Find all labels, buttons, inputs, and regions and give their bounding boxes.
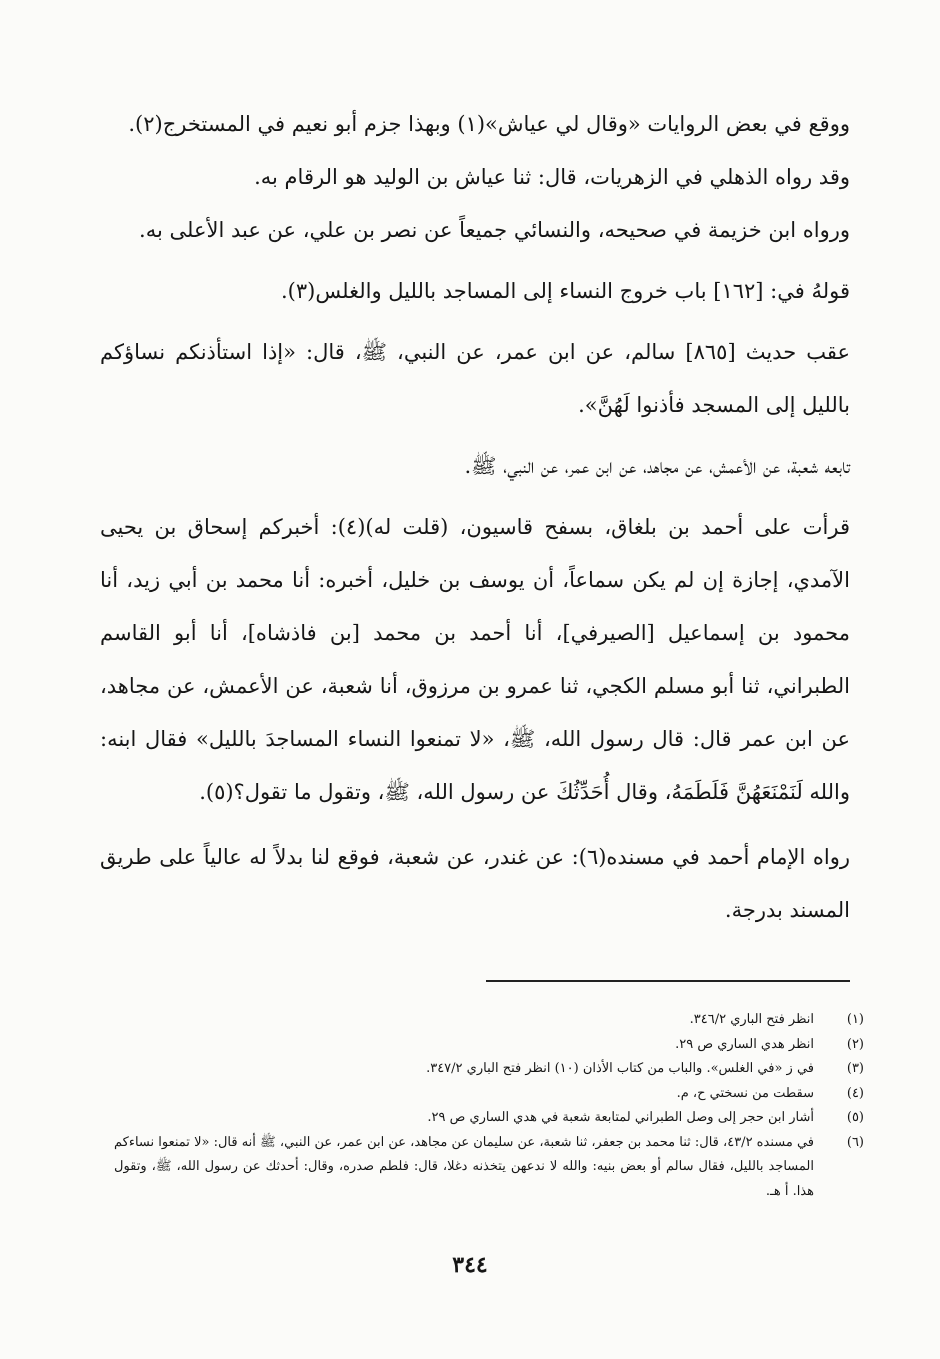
main-text	[100, 98, 850, 937]
paragraph: عقب حديث [٨٦٥] سالم، عن ابن عمر، عن النبي، ﷺ، قال: «إذا استأذنكم نساؤكم بالليل إلى المسجد فأذنوا لَهُنَّ».	[100, 340, 851, 417]
page-number: ٣٤٤	[452, 1252, 488, 1278]
footnote	[114, 1106, 864, 1131]
paragraph: قرأت على أحمد بن بلغاق، بسفح قاسيون، (قلت له)(٤): أخبركم إسحاق بن يحيى الآمدي، إجازة إن لم يكن سماعاً، أن يوسف بن خليل، أخبره: أنا محمد بن أبي زيد، أنا محمود بن إسماعيل [الصيرفي]، أنا أحمد بن محمد [بن فاذشاه]، أنا أبو القاسم الطبراني، ثنا أبو مسلم الكجي، ثنا عمرو بن مرزوق، أنا شعبة، عن الأعمش، عن مجاهد، عن ابن عمر قال: قال رسول الله، ﷺ، «لا تمنعوا النساء المساجدَ بالليل» فقال ابنه: والله لَنَمْنَعَهُنَّ فَلَطَمَهُ، وقال أُحَدِّثُكَ عن رسول الله، ﷺ، وتقول ما تقول؟(٥).	[100, 515, 850, 804]
paragraph: وقد رواه الذهلي في الزهريات، قال: ثنا عياش بن الوليد هو الرقام به.	[254, 165, 850, 189]
paragraph: ورواه ابن خزيمة في صحيحه، والنسائي جميعاً عن نصر بن علي، عن عبد الأعلى به.	[139, 218, 850, 242]
paragraph: ووقع في بعض الروايات «وقال لي عياش»(١) وبهذا جزم أبو نعيم في المستخرج(٢).	[128, 112, 850, 136]
footnote-text: أشار ابن حجر إلى وصل الطبراني لمتابعة شعبة في هدي الساري ص ٢٩.	[427, 1110, 814, 1125]
paragraph: تابعه شعبة، عن الأعمش، عن مجاهد، عن ابن عمر، عن النبي، ﷺ.	[464, 454, 850, 478]
footnote-number: (٢)	[846, 1036, 864, 1052]
footnote	[114, 1008, 864, 1033]
footnote-text: سقطت من نسختي ح، م.	[676, 1085, 814, 1101]
footnote-text: في مسنده ٤٣/٢، قال: ثنا محمد بن جعفر، ثنا شعبة، عن سليمان عن مجاهد، عن ابن عمر، عن النبي، ﷺ أنه قال: «لا تمنعوا نساءكم المساجد بالليل، فقال سالم أو بعض بنيه: والله لا ندعهن يتخذنه دغلا، قال: فلطم صدره، وقال: أحدثك عن رسول الله، ﷺ، وتقول هذا. أ هـ.	[114, 1134, 814, 1199]
footnote-number: (٣)	[846, 1061, 864, 1076]
footnote	[114, 1057, 864, 1082]
footnotes	[114, 1008, 864, 1204]
footnote-divider	[486, 980, 850, 982]
footnote-text: في ز «في الغلس». والباب من كتاب الأذان (١٠) انظر فتح الباري ٣٤٧/٢.	[426, 1061, 814, 1076]
footnote-number: (٤)	[846, 1085, 864, 1101]
footnote	[114, 1033, 864, 1058]
footnote	[114, 1082, 864, 1107]
paragraph: رواه الإمام أحمد في مسنده(٦): عن غندر، عن شعبة، فوقع لنا بدلاً له عالياً على طريق المسند بدرجة.	[100, 845, 850, 922]
footnote-number: (٥)	[846, 1110, 864, 1125]
footnote	[114, 1131, 864, 1205]
footnote-text: انظر هدي الساري ص ٢٩.	[675, 1036, 814, 1052]
footnote-number: (١)	[846, 1012, 864, 1027]
section-heading: قولهُ في: [١٦٢] باب خروج النساء إلى المساجد بالليل والغلس(٣).	[281, 279, 850, 303]
footnote-text: انظر فتح الباري ٣٤٦/٢.	[689, 1012, 814, 1027]
footnote-number: (٦)	[846, 1134, 864, 1150]
